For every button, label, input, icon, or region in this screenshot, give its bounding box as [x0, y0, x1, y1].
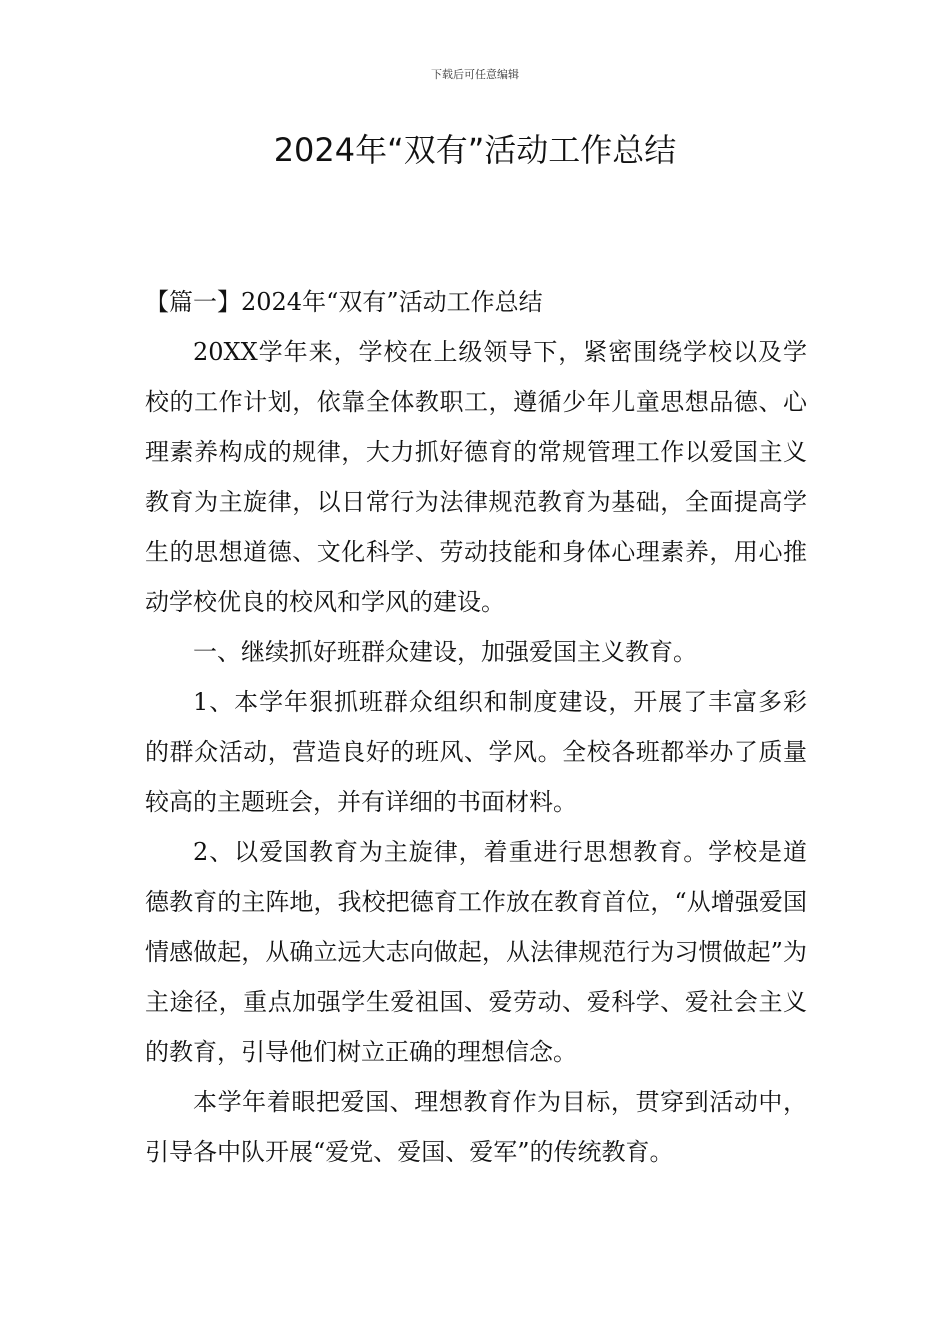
document-body [145, 277, 807, 1177]
paragraph: 1、本学年狠抓班群众组织和制度建设，开展了丰富多彩的群众活动，营造良好的班风、学风。全校各班都举办了质量较高的主题班会，并有详细的书面材料。 [145, 688, 807, 816]
section-heading: 【篇一】2024年“双有”活动工作总结 [145, 288, 543, 316]
paragraph: 2、以爱国教育为主旋律，着重进行思想教育。学校是道德教育的主阵地，我校把德育工作放在教育首位，“从增强爱国情感做起，从确立远大志向做起，从法律规范行为习惯做起”为主途径，重点加强学生爱祖国、爱劳动、爱科学、爱社会主义的教育，引导他们树立正确的理想信念。 [145, 838, 807, 1066]
paragraph: 一、继续抓好班群众建设，加强爱国主义教育。 [193, 638, 697, 666]
document-title: 2024年“双有”活动工作总结 [273, 131, 677, 169]
header-note: 下载后可任意编辑 [431, 68, 519, 81]
paragraph: 20XX学年来，学校在上级领导下，紧密围绕学校以及学校的工作计划，依靠全体教职工，遵循少年儿童思想品德、心理素养构成的规律，大力抓好德育的常规管理工作以爱国主义教育为主旋律，以日常行为法律规范教育为基础，全面提高学生的思想道德、文化科学、劳动技能和身体心理素养，用心推动学校优良的校风和学风的建设。 [145, 338, 807, 616]
paragraph: 本学年着眼把爱国、理想教育作为目标，贯穿到活动中，引导各中队开展“爱党、爱国、爱军”的传统教育。 [145, 1088, 807, 1166]
